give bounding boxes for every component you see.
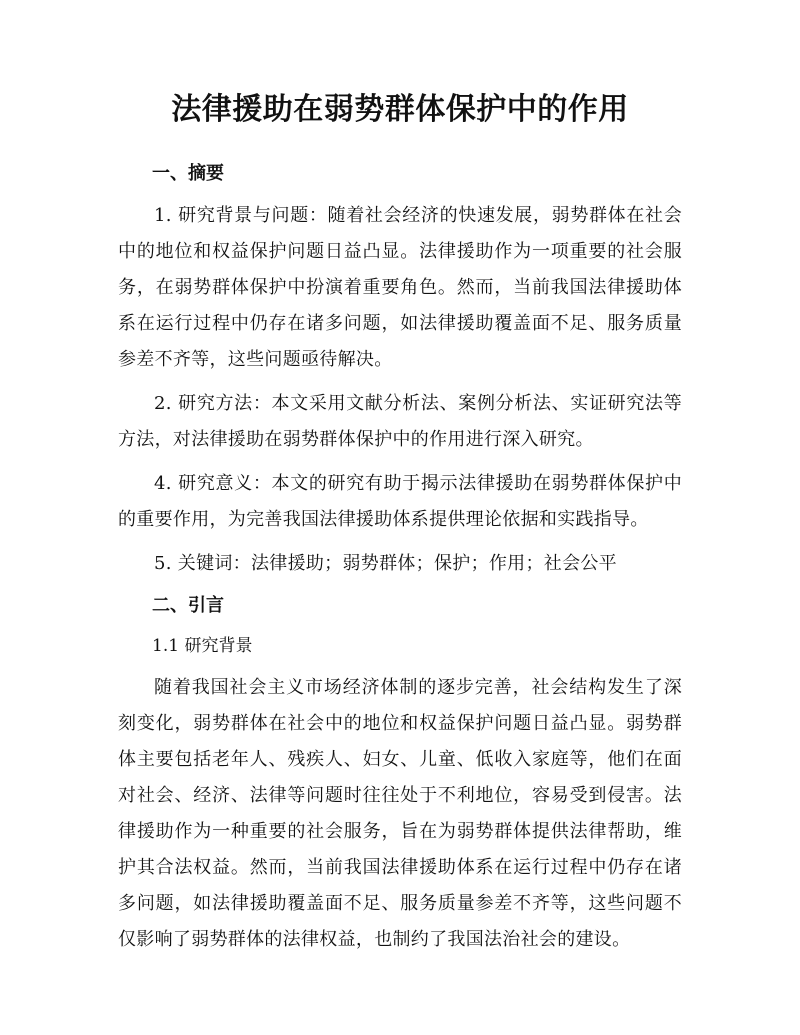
abstract-item-number: 4. — [154, 473, 172, 494]
abstract-item-number: 5. — [154, 553, 172, 574]
research-background-subheading: 1.1 研究背景 — [152, 636, 253, 656]
abstract-item-text: 研究背景与问题：随着社会经济的快速发展，弱势群体在社会中的地位和权益保护问题日益凸显。法律援助作为一项重要的社会服务，在弱势群体保护中扮演着重要角色。然而，当前我国法律援助体系在运行过程中仍存在诸多问题，如法律援助覆盖面不足、服务质量参差不齐等，这些问题亟待解决。 — [118, 205, 682, 370]
introduction-heading: 二、引言 — [152, 595, 224, 616]
abstract-item-text: 关键词：法律援助；弱势群体；保护；作用；社会公平 — [177, 553, 617, 574]
abstract-item-text: 研究意义：本文的研究有助于揭示法律援助在弱势群体保护中的重要作用，为完善我国法律援助体系提供理论依据和实践指导。 — [118, 473, 682, 530]
abstract-item-number: 2. — [154, 393, 172, 414]
abstract-item-text: 研究方法：本文采用文献分析法、案例分析法、实证研究法等方法，对法律援助在弱势群体保护中的作用进行深入研究。 — [118, 393, 682, 450]
introduction-paragraph: 随着我国社会主义市场经济体制的逐步完善，社会结构发生了深刻变化，弱势群体在社会中的地位和权益保护问题日益凸显。弱势群体主要包括老年人、残疾人、妇女、儿童、低收入家庭等，他们在面对社会、经济、法律等问题时往往处于不利地位，容易受到侵害。法律援助作为一种重要的社会服务，旨在为弱势群体提供法律帮助，维护其合法权益。然而，当前我国法律援助体系在运行过程中仍存在诸多问题，如法律援助覆盖面不足、服务质量参差不齐等，这些问题不仅影响了弱势群体的法律权益，也制约了我国法治社会的建设。 — [118, 677, 682, 950]
abstract-item-method — [118, 386, 682, 458]
abstract-item-significance — [118, 466, 682, 538]
abstract-item-background — [118, 198, 682, 378]
abstract-item-number: 1. — [154, 205, 172, 226]
abstract-item-keywords — [118, 546, 682, 582]
document-title: 法律援助在弱势群体保护中的作用 — [171, 92, 629, 127]
abstract-heading: 一、摘要 — [152, 163, 224, 184]
